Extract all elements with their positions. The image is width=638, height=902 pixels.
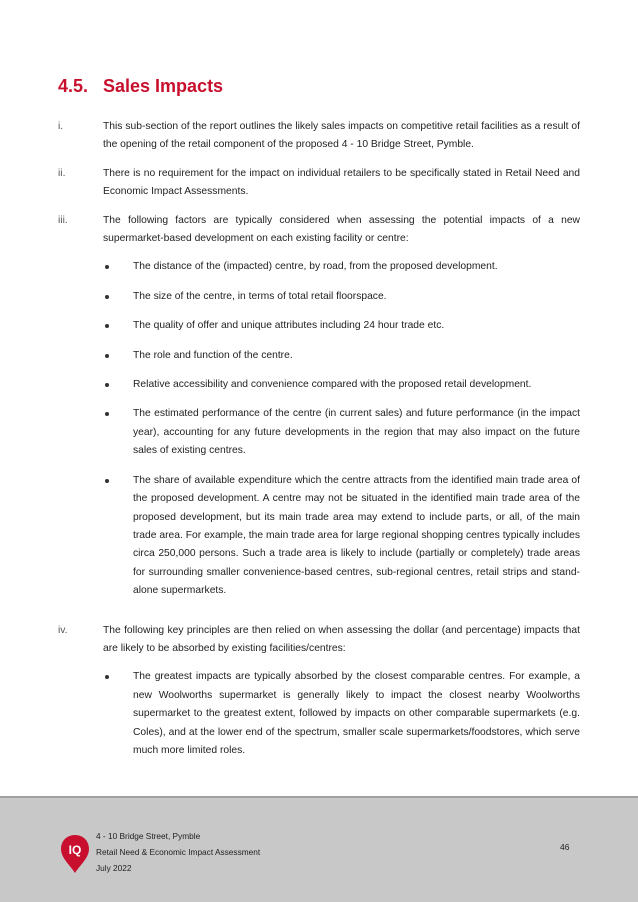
footer-address: 4 - 10 Bridge Street, Pymble (96, 831, 201, 841)
item-marker: iii. (58, 214, 68, 226)
bullet-dot-icon (103, 472, 133, 601)
item-text: The following key principles are then relied on when assessing the dollar (and percentage) impacts that are likely to be absorbed by existing facilities/centres: (103, 624, 580, 654)
bullet-dot-icon (103, 288, 133, 306)
bullet-dot-icon (103, 347, 133, 365)
iq-logo-icon (60, 834, 90, 874)
list-item (58, 165, 580, 202)
footer-date: July 2022 (96, 863, 132, 873)
list-item (58, 622, 580, 772)
section-heading (58, 76, 223, 97)
bullet-text: The estimated performance of the centre (in current sales) and future performance (in the impact year), accounting for any future developments in the region that may also impact on the future sales of existing centres. (133, 408, 580, 457)
bullet-text: The role and function of the centre. (133, 349, 293, 361)
bullet-list (103, 258, 580, 600)
item-marker: i. (58, 121, 64, 132)
page-number: 46 (560, 842, 570, 852)
footer-report-title: Retail Need & Economic Impact Assessment (96, 847, 261, 857)
item-text: The following factors are typically considered when assessing the potential impacts of a new supermarket-based development on each existing facility or centre: (103, 214, 580, 245)
bullet-dot-icon (103, 405, 133, 460)
section-title: Sales Impacts (103, 76, 224, 96)
item-marker: ii. (58, 167, 66, 179)
bullet-text: The size of the centre, in terms of total retail floorspace. (133, 290, 387, 302)
bullet-item (103, 376, 580, 394)
bullet-list (103, 668, 580, 760)
bullet-text: Relative accessibility and convenience compared with the proposed retail development. (133, 379, 532, 391)
bullet-item (103, 317, 580, 335)
item-marker: iv. (58, 624, 68, 636)
footer-info (96, 828, 260, 876)
bullet-dot-icon (103, 258, 133, 276)
bullet-item (103, 347, 580, 365)
bullet-item (103, 405, 580, 460)
logo-text: IQ (68, 843, 82, 857)
list-item (58, 212, 580, 612)
list-item (58, 118, 580, 155)
bullet-text: The share of available expenditure which the centre attracts from the identified main trade area of the proposed development. A centre may not be situated in the identified main trade area of the proposed development, but its main trade area may extend to include parts, or all, of the main trade area. For example, the main trade area for large regional shopping centres typically includes circa 250,000 persons. Such a trade area is likely to include (partially or completely) trade areas for surrounding smaller convenience-based centres, sub-regional centres, retail strips and stand-alone supermarkets. (133, 474, 580, 597)
bullet-item (103, 472, 580, 601)
bullet-text: The distance of the (impacted) centre, by road, from the proposed development. (133, 261, 498, 273)
item-text: There is no requirement for the impact on individual retailers to be specifically stated in Retail Need and Economic Impact Assessments. (103, 167, 580, 198)
bullet-item (103, 288, 580, 306)
bullet-text: The greatest impacts are typically absorbed by the closest comparable centres. For example, a new Woolworths supermarket is generally likely to impact the closest nearby Woolworths supermarket to the greatest extent, followed by impacts on other comparable supermarkets (e.g. Coles), and at the lower end of the spectrum, smaller scale supermarkets/foodstores, which serve much more limited roles. (133, 671, 580, 756)
bullet-item (103, 668, 580, 760)
section-body (58, 118, 580, 781)
bullet-dot-icon (103, 376, 133, 394)
bullet-item (103, 258, 580, 276)
bullet-text: The quality of offer and unique attributes including 24 hour trade etc. (133, 320, 445, 332)
section-number: 4.5. (58, 76, 89, 96)
bullet-dot-icon (103, 668, 133, 760)
item-text: This sub-section of the report outlines the likely sales impacts on competitive retail facilities as a result of the opening of the retail component of the proposed 4 - 10 Bridge Street, Pymble. (103, 121, 580, 151)
bullet-dot-icon (103, 317, 133, 335)
